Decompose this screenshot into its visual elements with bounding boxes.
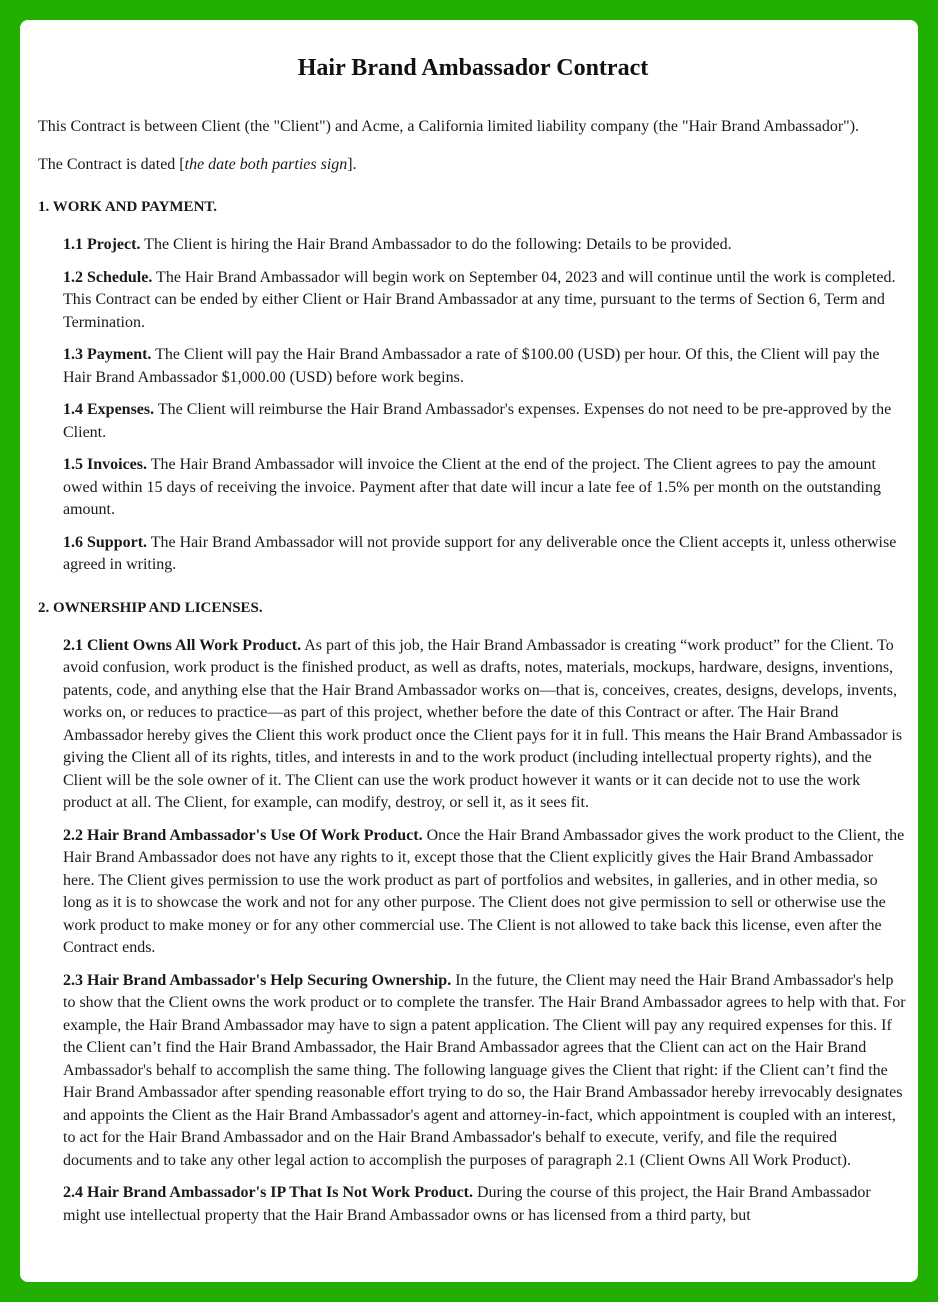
contract-document: [20, 20, 918, 1282]
clause-schedule: [63, 267, 908, 335]
clause-title: 2.4 Hair Brand Ambassador's IP That Is Not Work Product.: [63, 1184, 473, 1201]
clause-text: The Client will pay the Hair Brand Ambassador a rate of $100.00 (USD) per hour. Of this, the Client will pay the Hair Brand Ambassador $1,000.00 (USD) before work begins.: [63, 346, 880, 386]
date-prefix: The Contract is dated [: [38, 156, 185, 173]
clause-help-securing-ownership: [63, 970, 908, 1173]
clause-title: 1.6 Support.: [63, 533, 148, 551]
document-title: Hair Brand Ambassador Contract: [297, 55, 649, 81]
clause-text: The Client is hiring the Hair Brand Ambassador to do the following: Details to be provided.: [140, 236, 732, 253]
intro-paragraph: This Contract is between Client (the "Client") and Acme, a California limited liability company (the "Hair Brand Ambassador").: [38, 118, 860, 135]
clause-support: [63, 532, 908, 577]
clause-text: As part of this job, the Hair Brand Ambassador is creating “work product” for the Client. To avoid confusion, work product is the finished product, as well as drafts, notes, materials, mockups, hardware, designs, inventions, patents, code, and anything else that the Hair Brand Ambassador works on—that is, conceives, creates, designs, develops, invents, works on, or reduces to practice—as part of this project, whether before the date of this Contract or after. The Hair Brand Ambassador hereby gives the Client this work product once the Client pays for it in full. This means the Hair Brand Ambassador is giving the Client all of its rights, titles, and interests in and to the work product (including intellectual property rights), and the Client will be the sole owner of it. The Client can use the work product however it wants or it can decide not to use the work product at all. The Client, for example, can modify, destroy, or sell it, as it sees fit.: [63, 636, 903, 811]
clause-title: 1.1 Project.: [63, 236, 141, 253]
clause-text: In the future, the Client may need the Hair Brand Ambassador's help to show that the Client owns the work product or to complete the transfer. The Hair Brand Ambassador agrees to help with that. For example, the Hair Brand Ambassador may have to sign a patent application. The Client will pay any required expenses for this. If the Client can’t find the Hair Brand Ambassador, the Hair Brand Ambassador agrees that the Client can act on the Hair Brand Ambassador's behalf to accomplish the same thing. The following language gives the Client that right: if the Client can’t find the Hair Brand Ambassador after spending reasonable effort trying to do so, the Hair Brand Ambassador hereby irrevocably designates and appoints the Client as the Hair Brand Ambassador's agent and attorney-in-fact, which appointment is coupled with an interest, to act for the Hair Brand Ambassador and on the Hair Brand Ambassador's behalf to execute, verify, and file the required documents and to take any other legal action to accomplish the purposes of paragraph 2.1 (Client Owns All Work Product).: [63, 971, 906, 1169]
clause-title: 1.4 Expenses.: [63, 401, 155, 418]
clause-text: The Client will reimburse the Hair Brand Ambassador's expenses. Expenses do not need to be pre-approved by the Client.: [63, 401, 892, 441]
clause-title: 1.2 Schedule.: [63, 268, 153, 286]
clause-text: The Hair Brand Ambassador will begin work on September 04, 2023 and will continue until the work is completed. This Contract can be ended by either Client or Hair Brand Ambassador at any time, pursuant to the terms of Section 6, Term and Termination.: [63, 268, 896, 331]
clause-client-owns-work-product: [63, 635, 908, 815]
clause-payment: [63, 344, 908, 389]
clause-ip-not-work-product: [63, 1182, 908, 1227]
clause-title: 1.3 Payment.: [63, 346, 152, 363]
clause-text: The Hair Brand Ambassador will invoice the Client at the end of the project. The Client agrees to pay the amount owed within 15 days of receiving the invoice. Payment after that date will incur a late fee of 1.5% per month on the outstanding amount.: [63, 456, 881, 518]
clause-expenses: [63, 399, 908, 444]
clause-invoices: [63, 454, 908, 522]
clause-title: 1.5 Invoices.: [63, 456, 147, 473]
date-placeholder: the date both parties sign: [184, 156, 348, 173]
clause-title: 2.2 Hair Brand Ambassador's Use Of Work Product.: [63, 826, 423, 844]
clause-ambassador-use-of-work-product: [63, 825, 908, 960]
section-heading-work-and-payment: 1. WORK AND PAYMENT.: [38, 199, 218, 215]
clause-project: [63, 234, 908, 257]
section-heading-ownership-and-licenses: 2. OWNERSHIP AND LICENSES.: [38, 599, 263, 616]
clause-text: Once the Hair Brand Ambassador gives the work product to the Client, the Hair Brand Ambassador does not have any rights to it, except those that the Client explicitly gives the Hair Brand Ambassador here. The Client gives permission to use the work product as part of portfolios and websites, in galleries, and in other media, so long as it is to showcase the work and not for any other purpose. The Client does not give permission to sell or otherwise use the work product to make money or for any other commercial use. The Client is not allowed to take back this license, even after the Contract ends.: [63, 826, 905, 956]
clause-text: During the course of this project, the Hair Brand Ambassador might use intellectual property that the Hair Brand Ambassador owns or has licensed from a third party, but: [63, 1184, 871, 1224]
date-paragraph: [38, 154, 908, 176]
clause-title: 2.3 Hair Brand Ambassador's Help Securing Ownership.: [63, 971, 452, 989]
clause-title: 2.1 Client Owns All Work Product.: [63, 636, 302, 654]
clause-text: The Hair Brand Ambassador will not provide support for any deliverable once the Client accepts it, unless otherwise agreed in writing.: [63, 533, 897, 573]
date-suffix: ].: [347, 156, 357, 173]
